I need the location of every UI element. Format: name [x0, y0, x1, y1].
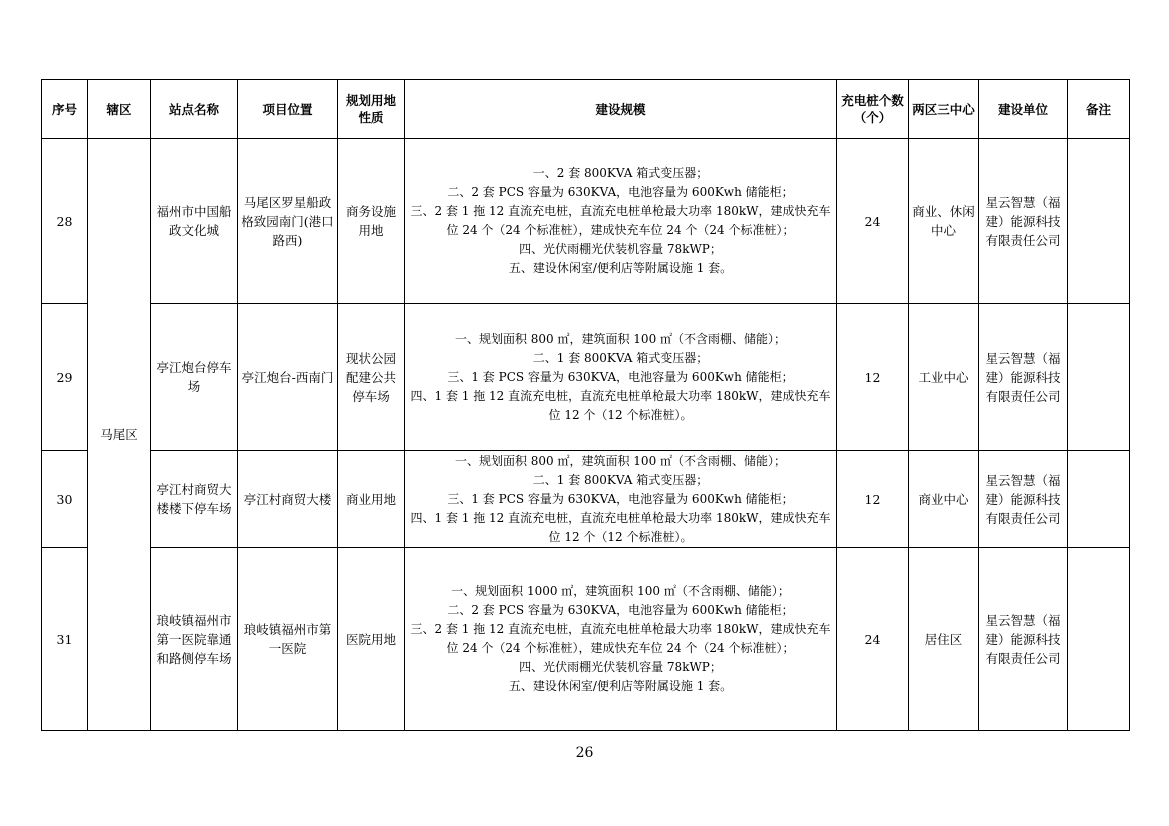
row-seq: 28 — [42, 139, 88, 304]
scale-line: 四、光伏雨棚光伏装机容量 78kWP； — [519, 242, 722, 256]
row-land-use: 现状公园配建公共停车场 — [338, 304, 405, 451]
header-center: 两区三中心 — [909, 80, 979, 139]
table-row — [42, 548, 1130, 731]
row-construction-unit: 星云智慧（福建）能源科技有限责任公司 — [979, 304, 1068, 451]
scale-line: 一、规划面积 1000 ㎡，建筑面积 100 ㎡（不含雨棚、储能）； — [451, 584, 790, 598]
row-center: 商业、休闲中心 — [909, 139, 979, 304]
row-pile-count: 12 — [837, 304, 909, 451]
scale-line: 三、2 套 1 拖 12 直流充电桩，直流充电桩单枪最大功率 180kW，建成快充车位 24 个（24 个标准桩），建成快充车位 24 个（24 个标准桩）； — [410, 622, 831, 655]
scale-line: 五、建设休闲室/便利店等附属设施 1 套。 — [508, 679, 733, 693]
row-seq: 31 — [42, 548, 88, 731]
row-remark — [1068, 548, 1130, 731]
table-row — [42, 304, 1130, 451]
row-construction-scale — [405, 451, 837, 548]
scale-line: 一、规划面积 800 ㎡，建筑面积 100 ㎡（不含雨棚、储能）； — [454, 331, 787, 346]
header-station: 站点名称 — [151, 80, 238, 139]
row-station-name: 福州市中国船政文化城 — [151, 139, 238, 304]
row-seq: 30 — [42, 451, 88, 548]
row-pile-count: 24 — [837, 548, 909, 731]
row-center: 居住区 — [909, 548, 979, 731]
row-remark — [1068, 139, 1130, 304]
row-construction-unit: 星云智慧（福建）能源科技有限责任公司 — [979, 548, 1068, 731]
table-row — [42, 451, 1130, 548]
header-unit: 建设单位 — [979, 80, 1068, 139]
row-pile-count: 24 — [837, 139, 909, 304]
row-construction-scale — [405, 548, 837, 731]
scale-line: 二、2 套 PCS 容量为 630KVA，电池容量为 600Kwh 储能柜； — [447, 185, 794, 199]
scale-line: 二、1 套 800KVA 箱式变压器； — [532, 472, 709, 487]
row-station-name: 亭江炮台停车场 — [151, 304, 238, 451]
table-header-row — [42, 80, 1130, 139]
row-land-use: 商务设施用地 — [338, 139, 405, 304]
row-construction-scale — [405, 304, 837, 451]
header-location: 项目位置 — [238, 80, 338, 139]
header-district: 辖区 — [88, 80, 151, 139]
header-remark: 备注 — [1068, 80, 1130, 139]
row-construction-unit: 星云智慧（福建）能源科技有限责任公司 — [979, 139, 1068, 304]
header-seq: 序号 — [42, 80, 88, 139]
scale-line: 一、规划面积 800 ㎡，建筑面积 100 ㎡（不含雨棚、储能）； — [454, 453, 787, 468]
row-center: 工业中心 — [909, 304, 979, 451]
scale-line: 三、1 套 PCS 容量为 630KVA，电池容量为 600Kwh 储能柜； — [447, 369, 794, 384]
row-seq: 29 — [42, 304, 88, 451]
row-location: 马尾区罗星船政格致园南门(港口路西) — [238, 139, 338, 304]
scale-line: 四、光伏雨棚光伏装机容量 78kWP； — [519, 660, 722, 674]
charging-station-plan-table — [41, 79, 1130, 731]
row-station-name: 亭江村商贸大楼楼下停车场 — [151, 451, 238, 548]
row-station-name: 琅岐镇福州市第一医院靠通和路侧停车场 — [151, 548, 238, 731]
row-remark — [1068, 451, 1130, 548]
scale-line: 二、1 套 800KVA 箱式变压器； — [532, 350, 709, 365]
row-pile-count: 12 — [837, 451, 909, 548]
scale-line: 三、2 套 1 拖 12 直流充电桩，直流充电桩单枪最大功率 180kW，建成快充车位 24 个（24 个标准桩），建成快充车位 24 个（24 个标准桩）； — [410, 204, 831, 237]
header-land-use: 规划用地性质 — [338, 80, 405, 139]
district-cell: 马尾区 — [88, 139, 151, 731]
scale-line: 一、2 套 800KVA 箱式变压器； — [532, 166, 709, 180]
row-construction-scale — [405, 139, 837, 304]
row-location: 琅岐镇福州市第一医院 — [238, 548, 338, 731]
row-location: 亭江炮台-西南门 — [238, 304, 338, 451]
row-center: 商业中心 — [909, 451, 979, 548]
row-land-use: 商业用地 — [338, 451, 405, 548]
row-remark — [1068, 304, 1130, 451]
scale-line: 四、1 套 1 拖 12 直流充电桩，直流充电桩单枪最大功率 180kW，建成快充车位 12 个（12 个标准桩）。 — [410, 388, 831, 422]
scale-line: 三、1 套 PCS 容量为 630KVA，电池容量为 600Kwh 储能柜； — [447, 491, 794, 506]
row-location: 亭江村商贸大楼 — [238, 451, 338, 548]
scale-line: 二、2 套 PCS 容量为 630KVA，电池容量为 600Kwh 储能柜； — [447, 603, 794, 617]
row-construction-unit: 星云智慧（福建）能源科技有限责任公司 — [979, 451, 1068, 548]
table-row — [42, 139, 1130, 304]
scale-line: 五、建设休闲室/便利店等附属设施 1 套。 — [508, 261, 733, 275]
table-body — [42, 139, 1130, 731]
row-land-use: 医院用地 — [338, 548, 405, 731]
scale-line: 四、1 套 1 拖 12 直流充电桩，直流充电桩单枪最大功率 180kW，建成快充车位 12 个（12 个标准桩）。 — [410, 510, 831, 544]
header-pile-count: 充电桩个数（个） — [837, 80, 909, 139]
page-number: 26 — [575, 745, 594, 761]
header-scale: 建设规模 — [405, 80, 837, 139]
